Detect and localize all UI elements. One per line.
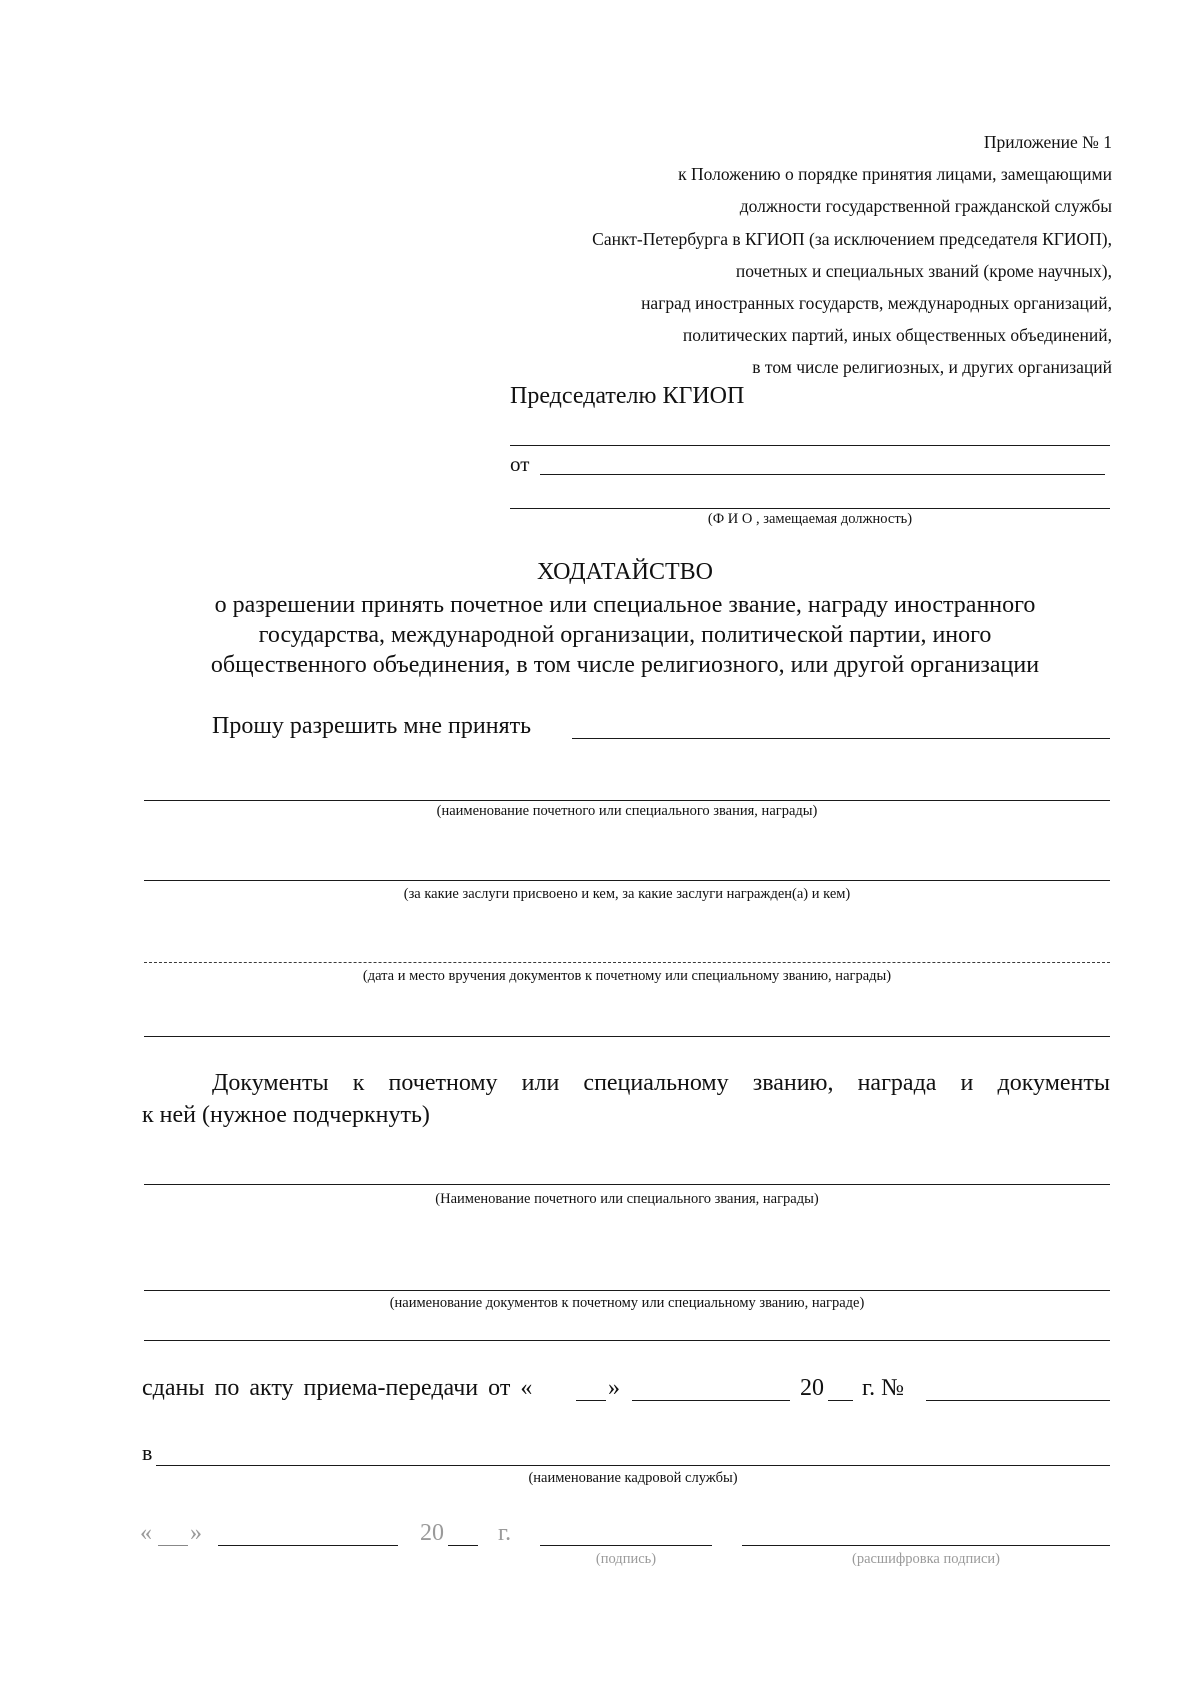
documents-text-line: к ней (нужное подчеркнуть) <box>142 1102 430 1128</box>
sign-year-line[interactable] <box>448 1545 478 1546</box>
award-name-caption: (наименование почетного или специального звания, награды) <box>436 803 818 819</box>
petition-subtitle-line: общественного объединения, в том числе религиозного, или другой организации <box>210 652 1040 678</box>
petition-subtitle-line: о разрешении принять почетное или специальное звание, награду иностранного <box>214 592 1036 618</box>
documents-list-line[interactable] <box>144 1290 1110 1291</box>
fio-caption: (Ф И О , замещаемая должность) <box>707 511 913 527</box>
handover-year-line[interactable] <box>828 1400 853 1401</box>
documents-text-line: Документы к почетному или специальному званию, награда и документы <box>212 1070 1110 1096</box>
from-label: от <box>510 452 530 476</box>
appendix-line: почетных и специальных званий (кроме научных), <box>735 260 1112 281</box>
documents-extra-line[interactable] <box>144 1340 1110 1341</box>
sign-month-line[interactable] <box>218 1545 398 1546</box>
handover-year-prefix: 20 <box>800 1375 824 1401</box>
appendix-line: наград иностранных государств, международных организаций, <box>641 293 1112 314</box>
petition-title: ХОДАТАЙСТВО <box>537 559 713 585</box>
extra-blank-line[interactable] <box>144 1036 1110 1037</box>
date-place-caption: (дата и место вручения документов к почетному или специальному званию, награды) <box>362 968 892 984</box>
appendix-line: Санкт-Петербурга в КГИОП (за исключением председателя КГИОП), <box>592 228 1112 249</box>
appendix-line: должности государственной гражданской службы <box>739 196 1112 217</box>
signature-caption: (подпись) <box>595 1551 657 1567</box>
sign-year-prefix: 20 <box>420 1520 444 1546</box>
signature-decode-line[interactable] <box>742 1545 1110 1546</box>
handover-number-line[interactable] <box>926 1400 1110 1401</box>
signature-decode-caption: (расшифровка подписи) <box>851 1551 1001 1567</box>
petition-subtitle-line: государства, международной организации, политической партии, иного <box>258 622 992 648</box>
merits-caption: (за какие заслуги присвоено и кем, за какие заслуги награжден(а) и кем) <box>403 886 851 902</box>
sign-quote-open: « <box>140 1520 152 1546</box>
handover-month-line[interactable] <box>632 1400 790 1401</box>
handover-year-suffix: г. № <box>862 1375 905 1401</box>
award-name-line[interactable] <box>144 800 1110 801</box>
documents-award-line[interactable] <box>144 1184 1110 1185</box>
appendix-block <box>452 126 1112 384</box>
sign-day-line[interactable] <box>158 1545 188 1546</box>
appendix-line: в том числе религиозных, и других организаций <box>752 357 1112 378</box>
hr-service-line[interactable] <box>156 1465 1110 1466</box>
appendix-line: к Положению о порядке принятия лицами, замещающими <box>678 164 1112 185</box>
sign-quote-close: » <box>190 1520 202 1546</box>
documents-award-caption: (Наименование почетного или специального звания, награды) <box>435 1191 819 1207</box>
request-blank-line[interactable] <box>572 738 1110 739</box>
appendix-title: Приложение № 1 <box>983 132 1112 152</box>
signature-line[interactable] <box>540 1545 712 1546</box>
hr-in-label: в <box>142 1440 153 1465</box>
date-place-line[interactable] <box>144 962 1110 963</box>
handover-day-line[interactable] <box>576 1400 606 1401</box>
documents-list-caption: (наименование документов к почетному или специальному званию, награде) <box>389 1295 865 1311</box>
addressee-to: Председателю КГИОП <box>510 383 745 409</box>
addressee-blank-line[interactable] <box>510 445 1110 446</box>
fio-blank-line[interactable] <box>510 508 1110 509</box>
merits-line[interactable] <box>144 880 1110 881</box>
request-text: Прошу разрешить мне принять <box>212 713 532 739</box>
hr-service-caption: (наименование кадровой службы) <box>528 1470 738 1486</box>
sign-year-suffix: г. <box>498 1520 512 1546</box>
from-blank-line[interactable] <box>540 474 1105 475</box>
handover-quote-close: » <box>608 1375 620 1401</box>
handover-prefix: сданы по акту приема-передачи от « <box>142 1375 533 1401</box>
appendix-line: политических партий, иных общественных объединений, <box>682 325 1112 346</box>
